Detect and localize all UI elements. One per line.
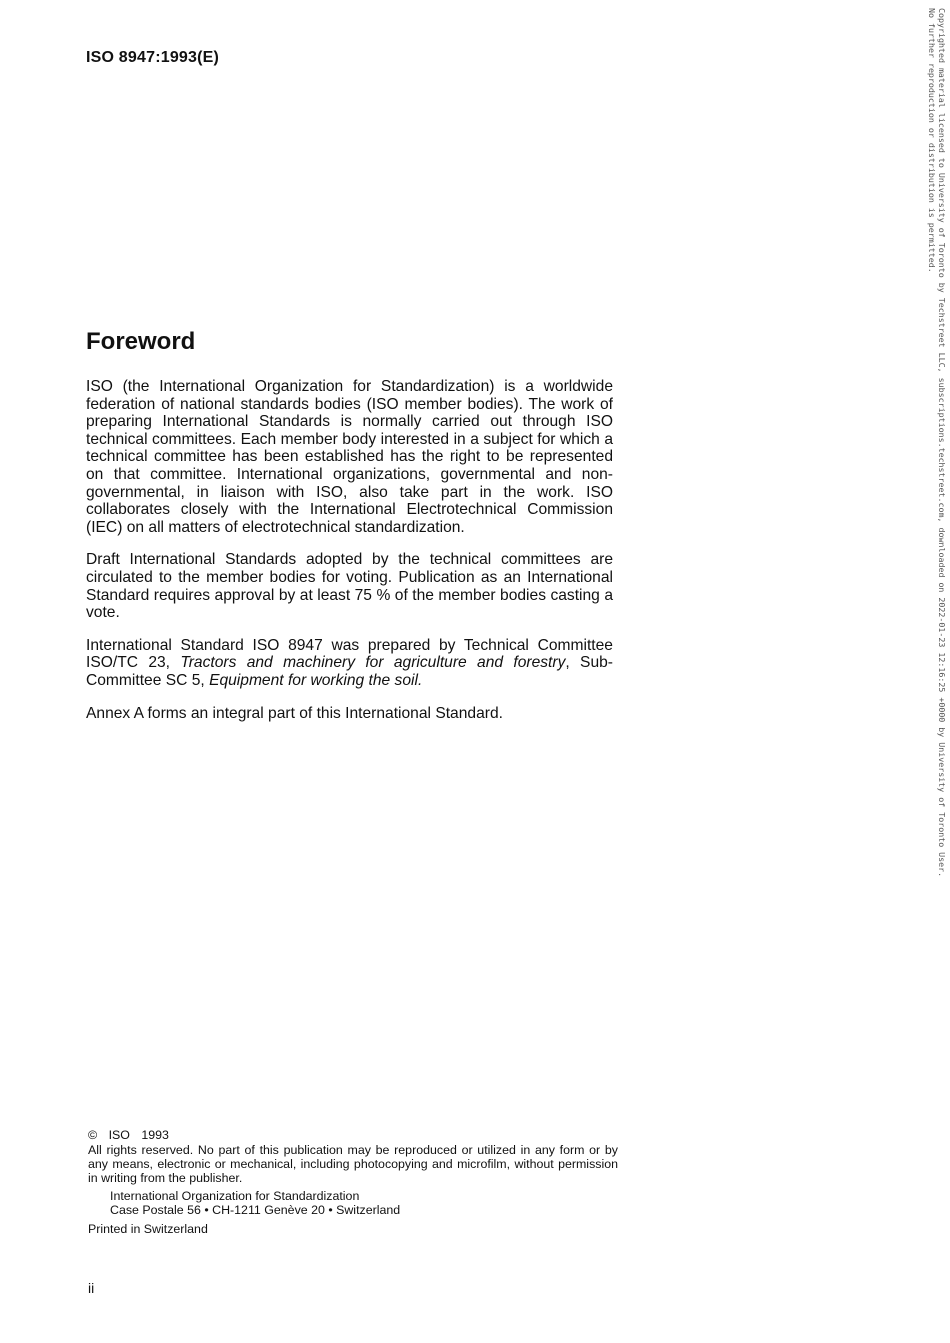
page-title: Foreword xyxy=(86,328,196,355)
foreword-body xyxy=(86,378,613,737)
rights-notice: All rights reserved. No part of this publication may be reproduced or utilized in any form or by any means, electronic or mechanical, including photocopying and microfilm, without permission in writing from the publisher. xyxy=(88,1143,618,1185)
publisher-address xyxy=(88,1189,618,1217)
page-number: ii xyxy=(88,1280,95,1296)
paragraph-draft-standards: Draft International Standards adopted by the technical committees are circulated to the member bodies for voting. Publication as an International Standard requires approval by at least 75 % of the member bodies casting a vote. xyxy=(86,551,613,622)
license-line-2: No further reproduction or distribution is permitted. xyxy=(927,8,938,273)
paragraph-annex: Annex A forms an integral part of this International Standard. xyxy=(86,704,503,722)
preparation-text-a: International Standard ISO 8947 was prepared by Technical Committee ISO/TC 23, xyxy=(86,636,613,672)
standard-code: ISO 8947:1993(E) xyxy=(86,49,220,66)
publisher-street: Case Postale 56 • CH-1211 Genève 20 • Switzerland xyxy=(110,1203,401,1217)
copyright-block xyxy=(88,1128,618,1236)
paragraph-iso-intro: ISO (the International Organization for Standardization) is a worldwide federation of national standards bodies (ISO member bodies). The work of preparing International Standards is normally carried out through ISO technical committees. Each member body interested in a subject for which a technical committee has been established has the right to be represented on that committee. International organizations, governmental and non-governmental, in liaison with ISO, also take part in the work. ISO collaborates closely with the International Electrotechnical Commission (IEC) on all matters of electrotechnical standardization. xyxy=(86,378,613,536)
printed-in: Printed in Switzerland xyxy=(88,1222,208,1236)
copyright-line: © ISO 1993 xyxy=(88,1128,169,1142)
publisher-org: International Organization for Standardization xyxy=(110,1189,360,1203)
license-line-1: Copyrighted material licensed to University of Toronto by Techstreet LLC, subscriptions.techstreet.com, downloaded on 2022-01-23 12:16:25 +0000 by University of Toronto User. xyxy=(937,8,947,878)
committee-title: Tractors and machinery for agriculture and forestry xyxy=(180,654,566,672)
paragraph-preparation xyxy=(86,637,613,690)
subcommittee-title: Equipment for working the soil. xyxy=(209,671,423,689)
license-watermark xyxy=(927,8,946,1008)
preparation-text-b: , Sub-Committee SC 5, xyxy=(86,654,613,689)
